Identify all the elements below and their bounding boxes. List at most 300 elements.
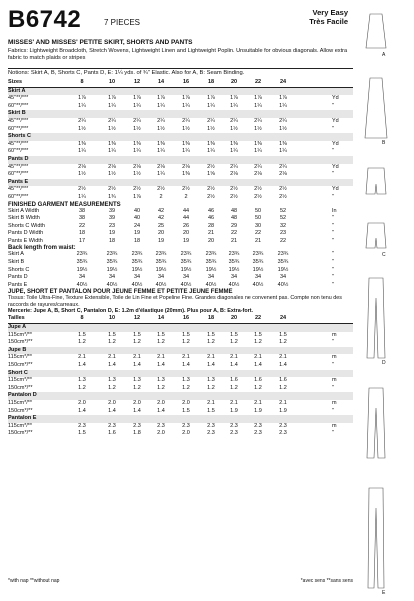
table-cell: 2½ bbox=[230, 186, 238, 193]
table-cell: 2⅛ bbox=[182, 163, 190, 170]
table-cell: 1.2 bbox=[182, 339, 190, 346]
table-row bbox=[8, 141, 353, 149]
table-cell: 40 bbox=[133, 207, 141, 214]
sketch-label-b: B bbox=[382, 140, 386, 146]
table-cell: 1⅞ bbox=[133, 95, 141, 102]
table-row bbox=[8, 415, 353, 423]
table-cell: 2.3 bbox=[108, 422, 116, 429]
table-cell: 23¾ bbox=[155, 251, 167, 258]
table-cell: 19½ bbox=[131, 266, 143, 273]
table-cell: 2½ bbox=[133, 186, 141, 193]
row-label: Pantalon D bbox=[8, 392, 37, 399]
table-cell: 26 bbox=[182, 222, 190, 229]
table-row bbox=[8, 274, 353, 282]
french-title: JUPE, SHORT ET PANTALON POUR JEUNE FEMME ET PETITE JEUNE FEMME bbox=[8, 289, 233, 296]
table-cell: 22 bbox=[254, 315, 262, 322]
sketch-label-e: E bbox=[382, 590, 386, 596]
table-cell: 46 bbox=[207, 207, 215, 214]
table-row bbox=[8, 238, 353, 246]
table-cell: 1⅞ bbox=[279, 95, 287, 102]
table-cell: 23 bbox=[279, 230, 287, 237]
table-cell: 2.1 bbox=[279, 354, 287, 361]
table-cell: 1¼ bbox=[78, 193, 86, 200]
table-cell: 2.1 bbox=[230, 354, 238, 361]
table-cell: 1½ bbox=[108, 171, 116, 178]
row-label: 115cm*/** bbox=[8, 399, 33, 406]
table-cell: 1.2 bbox=[108, 339, 116, 346]
table-row bbox=[8, 215, 353, 223]
header bbox=[8, 8, 348, 38]
table-cell: 1.4 bbox=[78, 362, 86, 368]
table-cell: 1⅞ bbox=[108, 95, 116, 102]
table-row bbox=[8, 208, 353, 216]
table-cell: 1⅜ bbox=[157, 140, 165, 147]
table-cell: 35¾ bbox=[131, 259, 143, 266]
table-cell: 2¼ bbox=[230, 163, 238, 170]
table-cell: 2¼ bbox=[279, 117, 287, 124]
table-row bbox=[8, 103, 353, 111]
row-label: Skirt B Width bbox=[8, 215, 40, 222]
table-cell: 1.2 bbox=[157, 339, 165, 346]
table-cell: 2.0 bbox=[78, 399, 86, 406]
table-row bbox=[8, 377, 353, 385]
table-cell: 38 bbox=[78, 207, 86, 214]
table-cell: 28 bbox=[207, 222, 215, 229]
level-fr: Très Facile bbox=[309, 17, 348, 26]
pants-d-front-sketch bbox=[367, 278, 385, 358]
table-cell: 1.2 bbox=[279, 384, 287, 391]
table-row bbox=[8, 430, 353, 438]
table-cell: 2.3 bbox=[207, 422, 215, 429]
table-cell: 23¾ bbox=[180, 251, 192, 258]
unit-label: " bbox=[332, 281, 334, 288]
table-cell: 23¾ bbox=[277, 251, 289, 258]
table-cell: 18 bbox=[207, 315, 215, 322]
table-row bbox=[8, 392, 353, 400]
unit-label: " bbox=[332, 237, 334, 244]
table-cell: 2.3 bbox=[157, 422, 165, 429]
table-cell: 40½ bbox=[180, 281, 192, 288]
unit-label: Yd bbox=[332, 186, 339, 193]
shorts-c-back-sketch bbox=[366, 223, 386, 248]
table-cell: 34 bbox=[279, 274, 287, 281]
row-label: Shorts C bbox=[8, 133, 31, 140]
table-cell: 2½ bbox=[78, 186, 86, 193]
row-label: 60"**/*** bbox=[8, 102, 29, 109]
table-cell: 22 bbox=[279, 237, 287, 244]
table-cell: 40½ bbox=[228, 281, 240, 288]
table-cell: 35¾ bbox=[155, 259, 167, 266]
table-cell: 2¼ bbox=[157, 117, 165, 124]
shorts-c-front-sketch bbox=[366, 168, 386, 194]
table-cell: 1.6 bbox=[108, 430, 116, 437]
table-cell: 34 bbox=[182, 274, 190, 281]
table-cell: 18 bbox=[108, 237, 116, 244]
sketch-strip bbox=[362, 8, 408, 596]
table-cell: 34 bbox=[207, 274, 215, 281]
table-cell: 1.5 bbox=[254, 331, 262, 338]
table-cell: 2¼ bbox=[78, 117, 86, 124]
table-cell: 2¼ bbox=[279, 163, 287, 170]
unit-label: Yd bbox=[332, 140, 339, 147]
table-cell: 44 bbox=[182, 215, 190, 222]
table-cell: 2½ bbox=[182, 186, 190, 193]
row-label: Pants D Width bbox=[8, 230, 44, 237]
table-cell: 1.4 bbox=[133, 362, 141, 368]
table-cell: 2½ bbox=[207, 163, 215, 170]
level-en: Very Easy bbox=[312, 8, 348, 17]
table-cell: 1.2 bbox=[230, 384, 238, 391]
table-cell: 2.1 bbox=[108, 354, 116, 361]
table-cell: 2⅛ bbox=[133, 163, 141, 170]
table-cell: 1.5 bbox=[279, 331, 287, 338]
table-cell: 1⅞ bbox=[230, 95, 238, 102]
table-cell: 40½ bbox=[76, 281, 88, 288]
table-cell: 1⅞ bbox=[254, 95, 262, 102]
table-cell: 2.3 bbox=[230, 422, 238, 429]
table-cell: 1.2 bbox=[254, 384, 262, 391]
table-row bbox=[8, 315, 353, 324]
table-row bbox=[8, 118, 353, 126]
table-cell: 24 bbox=[279, 315, 287, 322]
table-cell: 1.4 bbox=[108, 362, 116, 368]
table-cell: 1.9 bbox=[230, 407, 238, 414]
table-cell: 1¼ bbox=[157, 171, 165, 178]
table-cell: 1.5 bbox=[108, 331, 116, 338]
table-cell: 1.3 bbox=[157, 377, 165, 384]
unit-label: " bbox=[332, 339, 334, 346]
back-length-title: Back length from waist: bbox=[8, 245, 76, 252]
table-cell: 1.2 bbox=[207, 384, 215, 391]
table-cell: 19½ bbox=[180, 266, 192, 273]
table-cell: 1¼ bbox=[78, 148, 86, 155]
table-cell: 1.2 bbox=[157, 384, 165, 391]
table-cell: 1.3 bbox=[108, 377, 116, 384]
table-cell: 1⅞ bbox=[182, 95, 190, 102]
table-cell: 1.4 bbox=[182, 362, 190, 368]
row-label: 150cm*/** bbox=[8, 339, 33, 346]
table-row bbox=[8, 133, 353, 141]
table-cell: 1⅜ bbox=[133, 140, 141, 147]
table-cell: 12 bbox=[133, 315, 141, 322]
english-yardage-table bbox=[8, 79, 353, 438]
table-cell: 1¼ bbox=[230, 148, 238, 155]
table-cell: 1¼ bbox=[108, 148, 116, 155]
table-cell: 1⅞ bbox=[207, 95, 215, 102]
table-cell: 52 bbox=[279, 207, 287, 214]
table-cell: 10 bbox=[108, 315, 116, 322]
table-cell: 2½ bbox=[254, 193, 262, 200]
row-label: Pants E bbox=[8, 178, 29, 185]
table-cell: 2.3 bbox=[230, 430, 238, 437]
table-cell: 1.5 bbox=[133, 331, 141, 338]
table-cell: 34 bbox=[254, 274, 262, 281]
table-cell: 2¼ bbox=[108, 117, 116, 124]
table-row bbox=[8, 194, 353, 202]
unit-label: m bbox=[332, 422, 337, 429]
divider bbox=[8, 68, 353, 69]
row-label: 45"**/*** bbox=[8, 95, 29, 102]
unit-label: m bbox=[332, 354, 337, 361]
table-cell: 2.0 bbox=[157, 430, 165, 437]
table-cell: 1.9 bbox=[254, 407, 262, 414]
table-cell: 18 bbox=[133, 237, 141, 244]
table-cell: 16 bbox=[182, 79, 190, 85]
table-cell: 40½ bbox=[131, 281, 143, 288]
table-row bbox=[8, 186, 353, 194]
table-cell: 39 bbox=[108, 207, 116, 214]
table-cell: 2⅛ bbox=[78, 163, 86, 170]
table-cell: 35¾ bbox=[76, 259, 88, 266]
table-cell: 1.3 bbox=[78, 377, 86, 384]
table-cell: 1.2 bbox=[78, 384, 86, 391]
table-cell: 2⅛ bbox=[108, 163, 116, 170]
table-cell: 1.5 bbox=[78, 430, 86, 437]
row-label: Jupe B bbox=[8, 346, 27, 353]
table-row bbox=[8, 339, 353, 347]
skirt-b-sketch bbox=[365, 78, 387, 138]
table-cell: 22 bbox=[230, 230, 238, 237]
nap-footnote bbox=[8, 578, 353, 584]
row-label: Pants D bbox=[8, 155, 29, 162]
row-label: Skirt B bbox=[8, 259, 25, 266]
table-cell: 34 bbox=[78, 274, 86, 281]
table-cell: 2.0 bbox=[108, 399, 116, 406]
table-cell: 2.3 bbox=[279, 430, 287, 437]
table-row bbox=[8, 156, 353, 164]
row-label: Tailles bbox=[8, 315, 25, 322]
table-cell: 17 bbox=[78, 237, 86, 244]
table-cell: 1.6 bbox=[279, 377, 287, 384]
row-label: Jupe A bbox=[8, 324, 27, 331]
table-cell: 1½ bbox=[254, 125, 262, 132]
table-cell: 1.9 bbox=[279, 407, 287, 414]
table-cell: 1.5 bbox=[182, 407, 190, 414]
finished-measurements-title: FINISHED GARMENT MEASUREMENTS bbox=[8, 201, 121, 208]
table-cell: 1.3 bbox=[182, 377, 190, 384]
table-cell: 2 bbox=[159, 193, 163, 200]
table-cell: 42 bbox=[157, 207, 165, 214]
table-cell: 1⅞ bbox=[78, 95, 86, 102]
unit-label: " bbox=[332, 259, 334, 266]
table-row bbox=[8, 332, 353, 340]
table-cell: 2¼ bbox=[133, 117, 141, 124]
table-row bbox=[8, 110, 353, 118]
row-label: 45"**/*** bbox=[8, 163, 29, 170]
table-cell: 2.1 bbox=[254, 399, 262, 406]
table-row bbox=[8, 126, 353, 134]
table-cell: 1⅞ bbox=[133, 193, 141, 200]
table-cell: 19½ bbox=[228, 266, 240, 273]
table-cell: 1½ bbox=[207, 125, 215, 132]
table-cell: 1¼ bbox=[157, 148, 165, 155]
table-cell: 2.3 bbox=[207, 430, 215, 437]
table-cell: 23¾ bbox=[252, 251, 264, 258]
table-cell: 1.6 bbox=[254, 377, 262, 384]
table-cell: 25 bbox=[157, 222, 165, 229]
table-row bbox=[8, 88, 353, 96]
table-cell: 2.3 bbox=[78, 422, 86, 429]
table-row bbox=[8, 354, 353, 362]
table-cell: 35¾ bbox=[228, 259, 240, 266]
row-label: Skirt A Width bbox=[8, 207, 40, 214]
table-cell: 46 bbox=[207, 215, 215, 222]
unit-label: " bbox=[332, 362, 334, 368]
table-cell: 1⅜ bbox=[254, 140, 262, 147]
row-label: Pants E bbox=[8, 281, 28, 288]
table-row bbox=[8, 251, 353, 259]
row-label: 115cm*/** bbox=[8, 377, 33, 384]
table-cell: 12 bbox=[133, 79, 141, 85]
piece-count: 7 PIECES bbox=[104, 18, 141, 27]
table-cell: 1.2 bbox=[182, 384, 190, 391]
table-cell: 35¾ bbox=[180, 259, 192, 266]
table-cell: 1.5 bbox=[78, 331, 86, 338]
fabrics-text: Fabrics: Lightweight Broadcloth, Stretch Wovens, Lightweight Linen and Lightweight Poplin. Unsuitable for obvious diagonals. Allow extra fabric to match plaids or stripes bbox=[8, 48, 348, 61]
table-cell: 1.2 bbox=[207, 339, 215, 346]
mercerie-text: Mercerie: Jupe A, B, Short C, Pantalon D, E: 1.2m d'élastique (20mm). Plus pour A, B: Extra-fort. bbox=[8, 308, 254, 315]
nap-note-en: *with nap **without nap bbox=[8, 578, 60, 584]
row-label: 45"**/*** bbox=[8, 186, 29, 193]
row-label: Pants D bbox=[8, 274, 28, 281]
table-cell: 30 bbox=[254, 222, 262, 229]
table-row bbox=[8, 324, 353, 332]
table-cell: 1.5 bbox=[182, 331, 190, 338]
table-cell: 1.2 bbox=[254, 339, 262, 346]
table-cell: 2.1 bbox=[182, 354, 190, 361]
table-cell: 2.1 bbox=[254, 354, 262, 361]
table-cell: 1¼ bbox=[207, 102, 215, 109]
table-row bbox=[8, 164, 353, 172]
table-cell: 1⅜ bbox=[108, 140, 116, 147]
table-cell: 1⅝ bbox=[207, 171, 215, 178]
table-cell: 40½ bbox=[106, 281, 118, 288]
table-cell: 2.0 bbox=[157, 399, 165, 406]
table-cell: 20 bbox=[207, 237, 215, 244]
table-cell: 1½ bbox=[133, 125, 141, 132]
table-cell: 2.3 bbox=[133, 422, 141, 429]
unit-label: Yd bbox=[332, 117, 339, 124]
table-cell: 1½ bbox=[78, 125, 86, 132]
row-label: Skirt A bbox=[8, 251, 24, 258]
table-cell: 1.3 bbox=[207, 377, 215, 384]
pattern-number: B6742 bbox=[8, 6, 82, 33]
unit-label: " bbox=[332, 215, 334, 222]
table-cell: 2.1 bbox=[230, 399, 238, 406]
table-cell: 19 bbox=[182, 237, 190, 244]
table-cell: 2⅛ bbox=[157, 163, 165, 170]
unit-label: " bbox=[332, 384, 334, 391]
row-label: 115cm*/** bbox=[8, 331, 33, 338]
table-cell: 2½ bbox=[157, 186, 165, 193]
table-cell: 2¼ bbox=[230, 117, 238, 124]
table-cell: 19 bbox=[108, 230, 116, 237]
table-cell: 50 bbox=[254, 207, 262, 214]
row-label: 60"**/*** bbox=[8, 148, 29, 155]
row-label: 150cm*/** bbox=[8, 362, 33, 368]
table-cell: 2 bbox=[184, 193, 188, 200]
table-cell: 48 bbox=[230, 207, 238, 214]
table-cell: 1⅜ bbox=[78, 140, 86, 147]
row-label: 115cm*/** bbox=[8, 354, 33, 361]
row-label: Skirt A bbox=[8, 87, 26, 94]
row-label: Shorts C bbox=[8, 266, 30, 273]
table-cell: 1½ bbox=[182, 125, 190, 132]
table-cell: 2½ bbox=[230, 193, 238, 200]
row-label: 150cm*/** bbox=[8, 407, 33, 414]
table-cell: 23¾ bbox=[228, 251, 240, 258]
table-cell: 2.0 bbox=[182, 430, 190, 437]
table-cell: 2.1 bbox=[133, 354, 141, 361]
difficulty-level bbox=[309, 8, 348, 26]
table-cell: 1½ bbox=[108, 125, 116, 132]
table-cell: 1½ bbox=[133, 171, 141, 178]
table-cell: 2.3 bbox=[182, 422, 190, 429]
pants-d-back-sketch bbox=[367, 388, 385, 458]
unit-label: " bbox=[332, 193, 334, 200]
table-cell: 40½ bbox=[277, 281, 289, 288]
table-cell: 2.1 bbox=[157, 354, 165, 361]
row-label: Short C bbox=[8, 369, 28, 376]
table-cell: 1⅞ bbox=[157, 95, 165, 102]
table-cell: 8 bbox=[80, 79, 84, 85]
table-cell: 1¼ bbox=[230, 102, 238, 109]
table-cell: 23¾ bbox=[205, 251, 217, 258]
table-cell: 40½ bbox=[205, 281, 217, 288]
table-cell: 2.1 bbox=[78, 354, 86, 361]
table-row bbox=[8, 370, 353, 378]
table-cell: 44 bbox=[182, 207, 190, 214]
unit-label: m bbox=[332, 399, 337, 406]
table-cell: 1.2 bbox=[133, 339, 141, 346]
table-cell: 19½ bbox=[277, 266, 289, 273]
table-row bbox=[8, 408, 353, 416]
table-cell: 1¼ bbox=[133, 102, 141, 109]
table-cell: 24 bbox=[279, 79, 287, 85]
garment-title: MISSES' AND MISSES' PETITE SKIRT, SHORTS AND PANTS bbox=[8, 39, 193, 46]
table-cell: 1¼ bbox=[108, 102, 116, 109]
table-cell: 1.2 bbox=[279, 339, 287, 346]
table-cell: 48 bbox=[230, 215, 238, 222]
table-row bbox=[8, 259, 353, 267]
table-cell: 21 bbox=[230, 237, 238, 244]
table-cell: 2.3 bbox=[279, 422, 287, 429]
unit-label: " bbox=[332, 266, 334, 273]
table-cell: 18 bbox=[78, 230, 86, 237]
row-label: Pantalon E bbox=[8, 415, 37, 422]
table-cell: 2½ bbox=[254, 186, 262, 193]
table-cell: 14 bbox=[157, 315, 165, 322]
table-cell: 40 bbox=[133, 215, 141, 222]
unit-label: " bbox=[332, 102, 334, 109]
table-cell: 1.8 bbox=[133, 430, 141, 437]
table-cell: 2½ bbox=[207, 193, 215, 200]
table-cell: 2.1 bbox=[207, 354, 215, 361]
table-row bbox=[8, 95, 353, 103]
table-cell: 23 bbox=[108, 222, 116, 229]
table-cell: 10 bbox=[108, 79, 116, 85]
table-cell: 1.2 bbox=[108, 384, 116, 391]
table-row bbox=[8, 171, 353, 179]
unit-label: " bbox=[332, 230, 334, 237]
table-row bbox=[8, 400, 353, 408]
table-cell: 19 bbox=[133, 230, 141, 237]
unit-label: Yd bbox=[332, 163, 339, 170]
table-cell: 20 bbox=[157, 230, 165, 237]
table-cell: 1¼ bbox=[182, 102, 190, 109]
table-cell: 2¼ bbox=[254, 163, 262, 170]
table-cell: 38 bbox=[78, 215, 86, 222]
